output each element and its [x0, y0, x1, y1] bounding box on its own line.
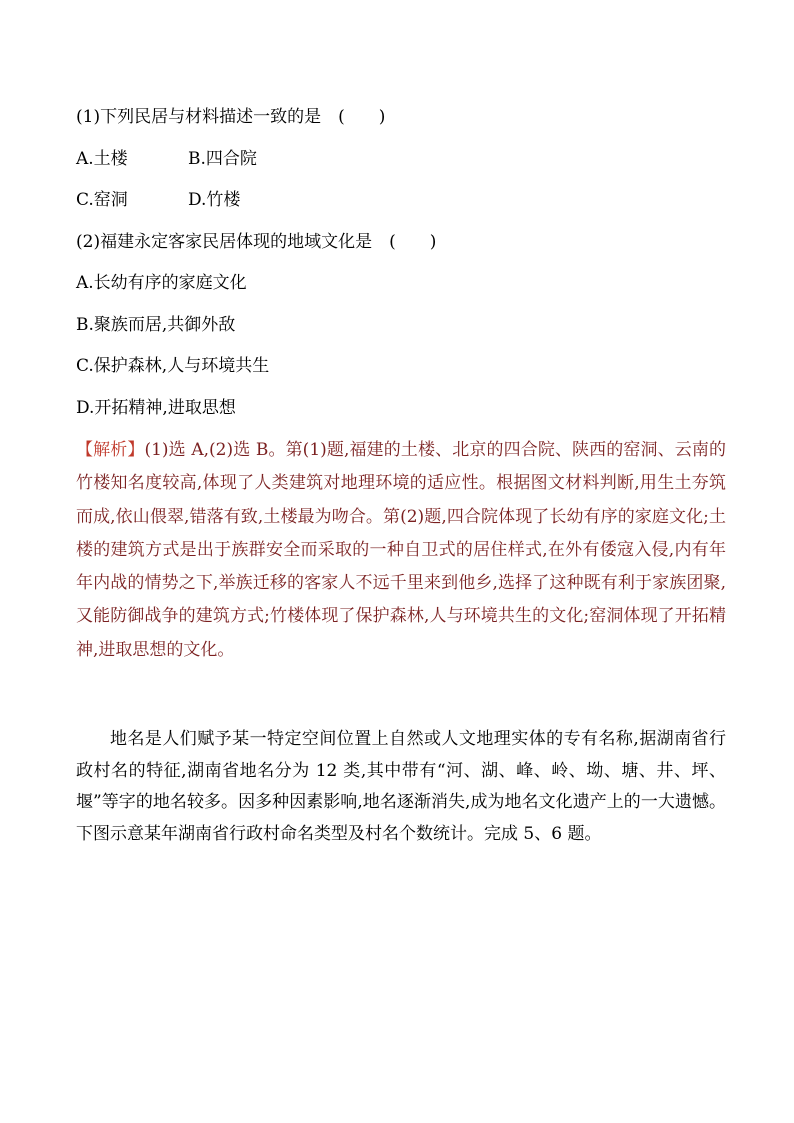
question-1-option-b: B.四合院 — [188, 149, 257, 169]
question-2-option-d: D.开拓精神,进取思想 — [76, 398, 236, 418]
question-1-stem: (1)下列民居与材料描述一致的是 ( ) — [76, 107, 386, 127]
material-paragraph: 地名是人们赋予某一特定空间位置上自然或人文地理实体的专有名称,据湖南省行政村名的特征,湖南省地名分为 12 类,其中带有“河、湖、峰、岭、坳、塘、井、坪、堰”等字的地名较多。因多种因素影响,地名逐渐消失,成为地名文化遗产上的一大遗憾。下图示意某年湖南省行政村命名类型及村名个数统计。完成 5、6 题。 — [76, 729, 726, 844]
question-1-option-d: D.竹楼 — [188, 190, 241, 210]
question-1-option-c: C.窑洞 — [76, 190, 128, 210]
question-2-stem: (2)福建永定客家民居体现的地域文化是 ( ) — [76, 232, 437, 252]
analysis-text: (1)选 A,(2)选 B。第(1)题,福建的土楼、北京的四合院、陕西的窑洞、云南的竹楼知名度较高,体现了人类建筑对地理环境的适应性。根据图文材料判断,用生土夯筑而成,依山偎翠,错落有致,土楼最为吻合。第(2)题,四合院体现了长幼有序的家庭文化;土楼的建筑方式是出于族群安全而采取的一种自卫式的居住样式,在外有倭寇入侵,内有年年内战的情势之下,举族迁移的客家人不远千里来到他乡,选择了这种既有利于家族团聚,又能防御战争的建筑方式;竹楼体现了保护森林,人与环境共生的文化;窑洞体现了开拓精神,进取思想的文化。 — [76, 440, 726, 660]
question-2-option-a: A.长幼有序的家庭文化 — [76, 273, 247, 293]
analysis-block — [76, 434, 726, 667]
analysis-tag: 【解析】 — [76, 440, 145, 460]
question-2-option-c: C.保护森林,人与环境共生 — [76, 356, 270, 376]
question-2-option-b: B.聚族而居,共御外敌 — [76, 315, 236, 335]
question-1-option-a: A.土楼 — [76, 149, 128, 169]
